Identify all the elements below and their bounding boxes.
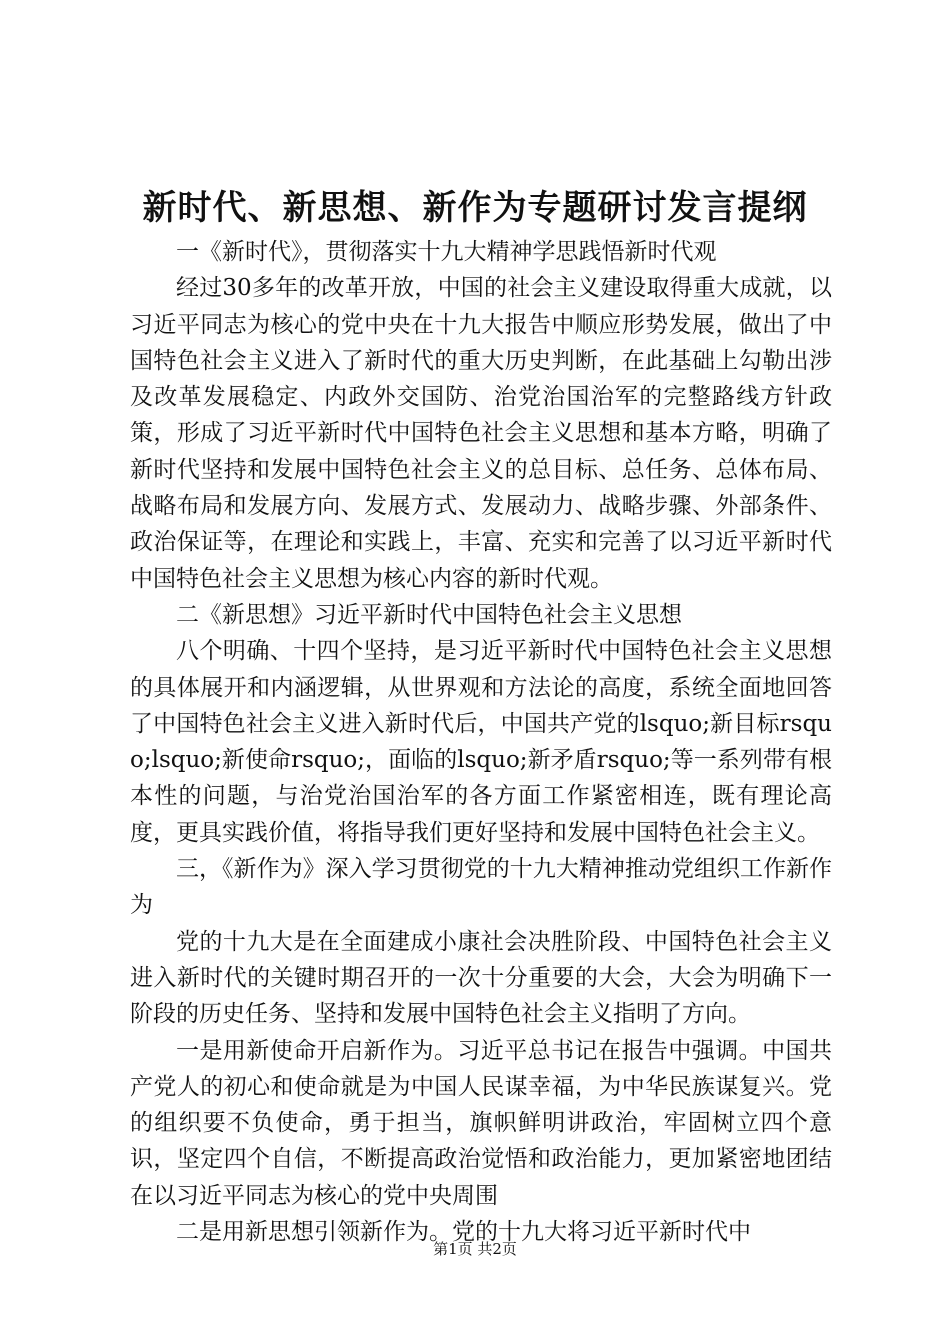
section-heading-2: 二《新思想》习近平新时代中国特色社会主义思想 xyxy=(176,601,682,628)
paragraph-5: 二是用新思想引领新作为。党的十九大将习近平新时代中 xyxy=(176,1219,751,1246)
section-heading-1: 一《新时代》，贯彻落实十九大精神学思践悟新时代观 xyxy=(176,239,717,265)
document-body xyxy=(130,234,832,1250)
paragraph-3: 党的十九大是在全面建成小康社会决胜阶段、中国特色社会主义进入新时代的关键时期召开的一次十分重要的大会，大会为明确下一阶段的历史任务、坚持和发展中国特色社会主义指明了方向。 xyxy=(130,928,832,1028)
page-footer: 第1页 共2页 xyxy=(433,1240,517,1258)
section-heading-3: 三，《新作为》深入学习贯彻党的十九大精神推动党组织工作新作为 xyxy=(130,856,832,919)
paragraph-4: 一是用新使命开启新作为。习近平总书记在报告中强调。中国共产党人的初心和使命就是为中国人民谋幸福，为中华民族谋复兴。党的组织要不负使命，勇于担当，旗帜鲜明讲政治，牢固树立四个意识，坚定四个自信，不断提高政治觉悟和政治能力，更加紧密地团结在以习近平同志为核心的党中央周围 xyxy=(130,1037,832,1209)
document-title: 新时代、新思想、新作为专题研讨发言提纲 xyxy=(142,188,808,228)
paragraph-2: 八个明确、十四个坚持，是习近平新时代中国特色社会主义思想的具体展开和内涵逻辑，从世界观和方法论的高度，系统全面地回答了中国特色社会主义进入新时代后，中国共产党的lsquo;新目标rsquo;lsquo;新使命rsquo;，面临的lsquo;新矛盾rsquo;等一系列带有根本性的问题，与治党治国治军的各方面工作紧密相连，既有理论高度，更具实践价值，将指导我们更好坚持和发展中国特色社会主义。 xyxy=(130,638,832,846)
paragraph-1: 经过30多年的改革开放，中国的社会主义建设取得重大成就，以习近平同志为核心的党中央在十九大报告中顺应形势发展，做出了中国特色社会主义进入了新时代的重大历史判断，在此基础上勾勒出涉及改革发展稳定、内政外交国防、治党治国治军的完整路线方针政策，形成了习近平新时代中国特色社会主义思想和基本方略，明确了新时代坚持和发展中国特色社会主义的总目标、总任务、总体布局、战略布局和发展方向、发展方式、发展动力、战略步骤、外部条件、政治保证等，在理论和实践上，丰富、充实和完善了以习近平新时代中国特色社会主义思想为核心内容的新时代观。 xyxy=(130,275,832,592)
